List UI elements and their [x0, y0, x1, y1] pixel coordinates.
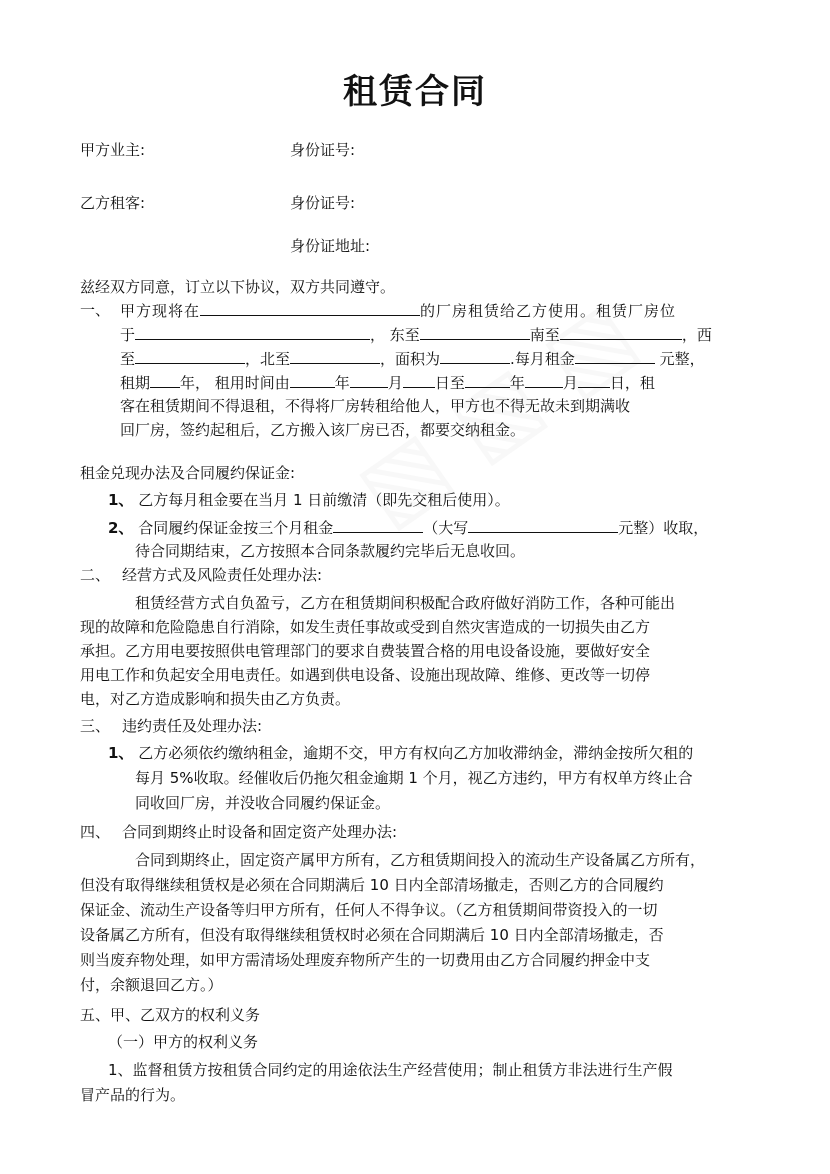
blank-area[interactable]	[440, 348, 510, 364]
section-4-line-2: 但没有取得继续租赁权是必须在合同期满后 10 日内全部清场撤走，否则乙方的合同履约	[80, 876, 664, 894]
blank-start-month[interactable]	[350, 372, 388, 388]
section-3-item-1-line-3: 同收回厂房，并没收合同履约保证金。	[135, 794, 391, 812]
section-2-line-4: 用电工作和负起安全用电责任。如遇到供电设备、设施出现故障、维修、更改等一切停	[80, 666, 651, 684]
section-4-line-1: 合同到期终止，固定资产属甲方所有，乙方租赁期间投入的流动生产设备属乙方所有，	[135, 851, 706, 869]
section-3-item-1-line-2: 每月 5%收取。经催收后仍拖欠租金逾期 1 个月，视乙方违约，甲方有权单方终止合	[135, 769, 693, 787]
blank-east[interactable]	[420, 324, 530, 340]
blank-north[interactable]	[290, 348, 380, 364]
rent-item-2-line-2: 待合同期结束，乙方按照本合同条款履约完毕后无息收回。	[135, 542, 526, 560]
section-4-line-6: 付，余额退回乙方。）	[80, 976, 223, 994]
section-4-line-4: 设备属乙方所有，但没有取得继续租赁权时必须在合同期满后 10 日内全部清场撤走，否	[80, 926, 664, 944]
intro-text: 兹经双方同意，订立以下协议，双方共同遵守。	[80, 278, 396, 296]
landlord-label: 甲方业主:	[80, 141, 146, 159]
section-5-item-1: 1、监督租赁方按租赁合同约定的用途依法生产经营使用；制止租赁方非法进行生产假	[108, 1061, 673, 1079]
rent-item-2: 2、 合同履约保证金按三个月租金 （大写 元整）收取，	[108, 519, 709, 537]
section-2-number: 二、	[80, 566, 111, 584]
tenant-id-address-label: 身份证地址:	[290, 237, 371, 255]
blank-monthly-rent[interactable]	[575, 348, 655, 364]
section-4-heading: 合同到期终止时设备和固定资产处理办法:	[122, 823, 398, 841]
section-1-line-4: 租期 年， 租用时间由 年 月 日至 年 月 日，租	[120, 374, 655, 392]
blank-location[interactable]	[200, 300, 420, 316]
section-2-line-2: 现的故障和危险隐患自行消除，如发生责任事故或受到自然灾害造成的一切损失由乙方	[80, 618, 651, 636]
section-2-line-1: 租赁经营方式自负盈亏，乙方在租赁期间积极配合政府做好消防工作，各种可能出	[135, 594, 676, 612]
section-3-number: 三、	[80, 717, 111, 735]
section-1-line-6: 回厂房，签约起租后，乙方搬入该厂房已否，都要交纳租金。	[120, 421, 526, 439]
landlord-id-label: 身份证号:	[290, 141, 356, 159]
section-2-line-3: 承担。乙方用电要按照供电管理部门的要求自费装置合格的用电设备设施，要做好安全	[80, 642, 651, 660]
page-title: 租赁合同	[343, 72, 487, 112]
blank-south[interactable]	[560, 324, 682, 340]
section-3-heading: 违约责任及处理办法:	[122, 717, 263, 735]
section-1-number: 一、	[80, 301, 111, 319]
section-4-line-3: 保证金、流动生产设备等归甲方所有，任何人不得争议。（乙方租赁期间带资投入的一切	[80, 901, 658, 919]
section-1-line-2: 于 ， 东至 南至 ，西	[120, 326, 712, 344]
rent-item-1: 1、 乙方每月租金要在当月 1 日前缴清（即先交租后使用）。	[108, 491, 510, 509]
section-2-line-5: 电，对乙方造成影响和损失由乙方负责。	[80, 690, 351, 708]
blank-end-month[interactable]	[525, 372, 563, 388]
section-5-heading: 五、甲、乙双方的权利义务	[80, 1006, 261, 1024]
blank-west[interactable]	[135, 348, 245, 364]
section-3-item-1: 1、 乙方必须依约缴纳租金，逾期不交，甲方有权向乙方加收滞纳金，滞纳金按所欠租的	[108, 744, 694, 762]
section-5-item-1-line-2: 冒产品的行为。	[80, 1086, 186, 1104]
rent-heading: 租金兑现办法及合同履约保证金:	[80, 464, 296, 482]
blank-deposit-in-words[interactable]	[468, 517, 618, 533]
section-2-heading: 经营方式及风险责任处理办法:	[122, 566, 323, 584]
blank-end-day[interactable]	[578, 372, 610, 388]
section-5-subheading: （一）甲方的权利义务	[108, 1033, 259, 1051]
blank-start-day[interactable]	[403, 372, 435, 388]
blank-end-year[interactable]	[465, 372, 510, 388]
section-1-line-1: 甲方现将在 的厂房租赁给乙方使用。租赁厂房位	[120, 302, 677, 320]
blank-term-years[interactable]	[150, 372, 180, 388]
blank-start-year[interactable]	[290, 372, 335, 388]
tenant-label: 乙方租客:	[80, 194, 146, 212]
blank-address[interactable]	[135, 324, 370, 340]
section-1-line-3: 至 ，北至 ，面积为 .每月租金 元整，	[120, 350, 705, 368]
section-4-line-5: 则当废弃物处理，如甲方需清场处理废弃物所产生的一切费用由乙方合同履约押金中支	[80, 951, 651, 969]
tenant-id-label: 身份证号:	[290, 194, 356, 212]
section-4-number: 四、	[80, 823, 111, 841]
section-1-line-5: 客在租赁期间不得退租，不得将厂房转租给他人，甲方也不得无故未到期满收	[120, 397, 631, 415]
blank-deposit-amount[interactable]	[333, 517, 423, 533]
